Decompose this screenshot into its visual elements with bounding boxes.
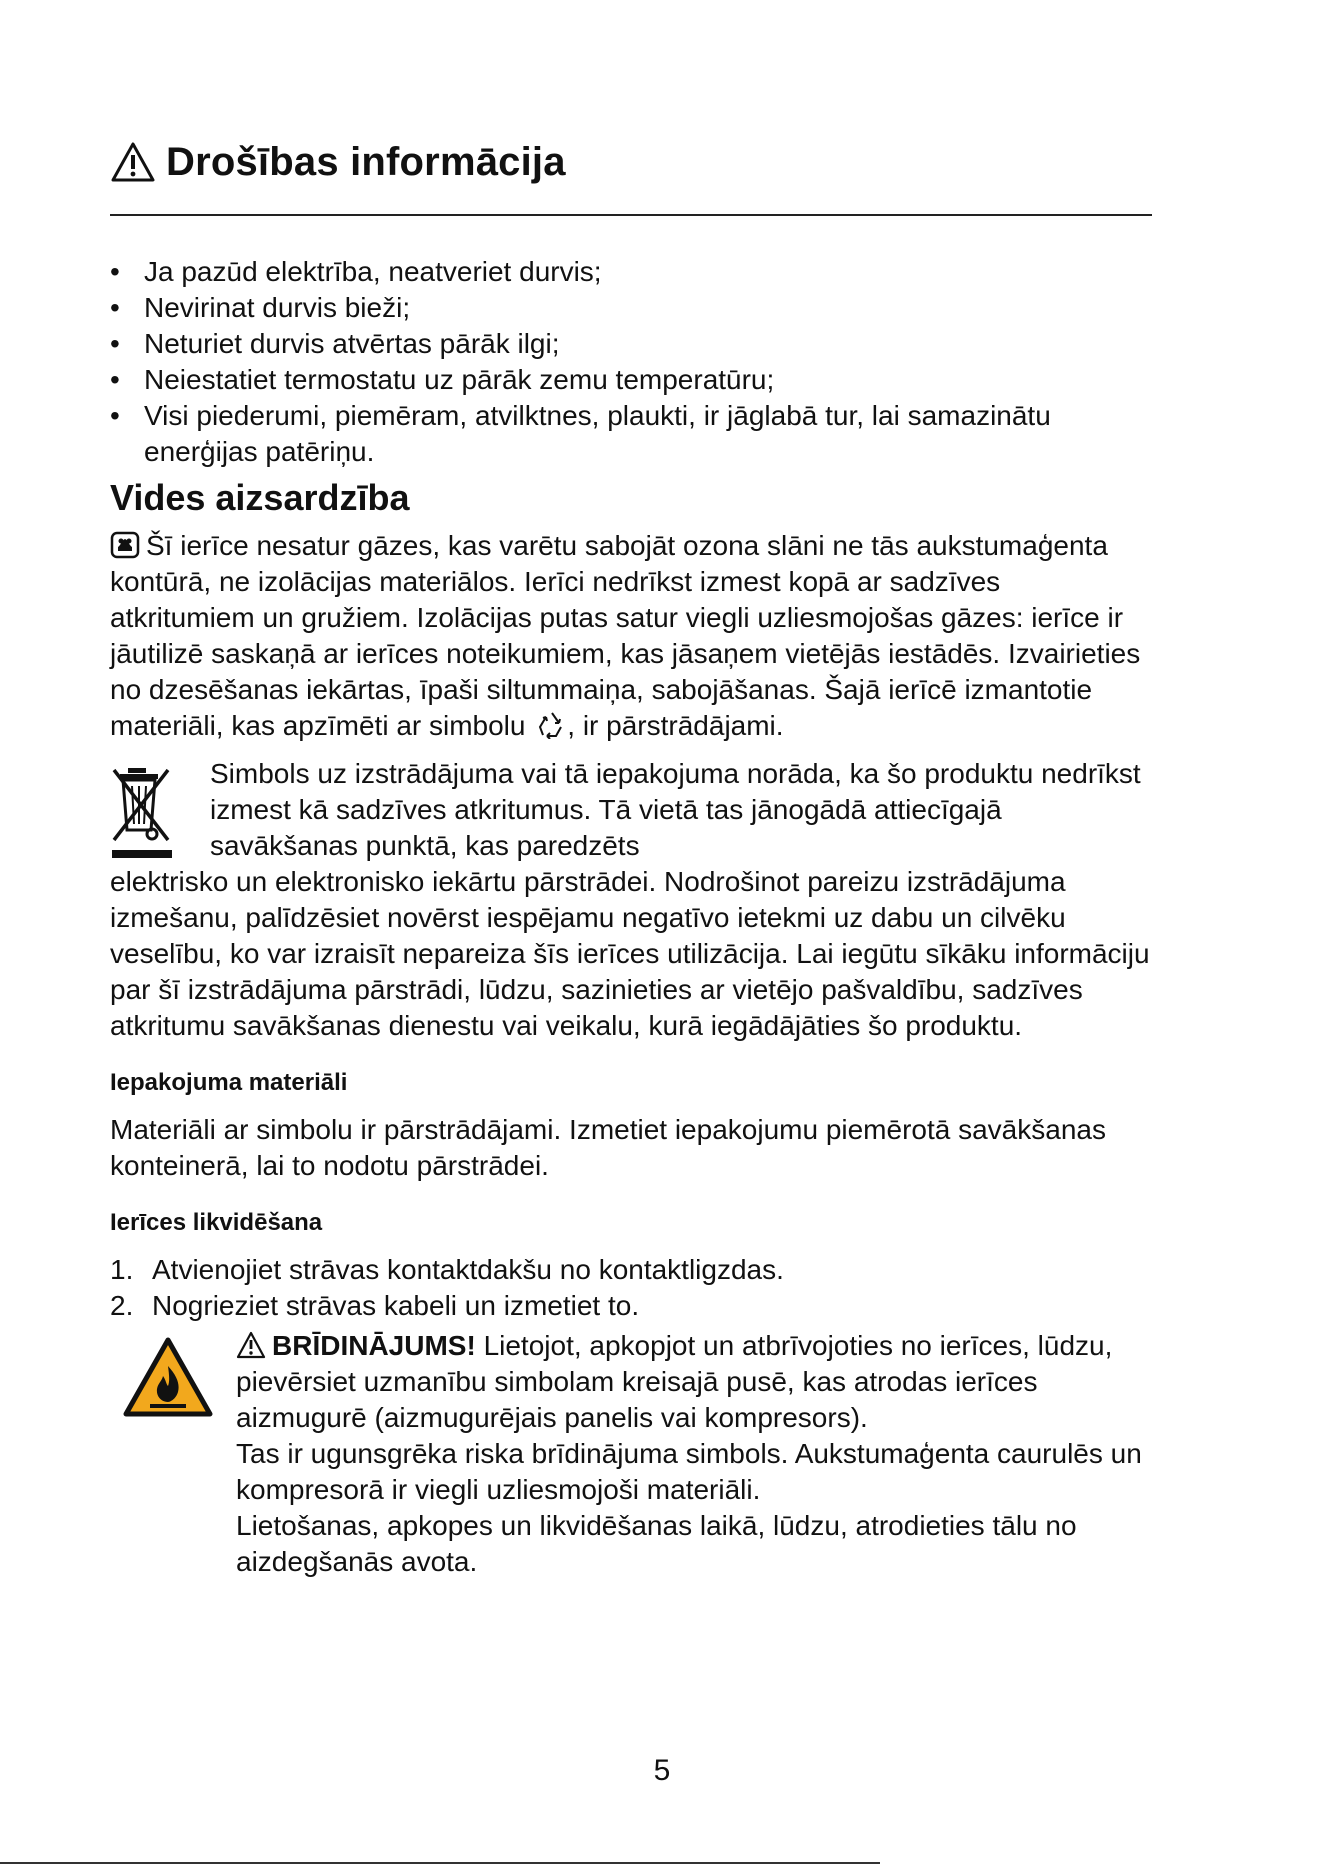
warning-block: [110, 1328, 1152, 1580]
warning-text: Lietojot, apkopjot un atbrīvojoties no ierīces, lūdzu, pievērsiet uzmanību simbolam kreisajā pusē, kas atrodas ierīces aizmugurē (aizmugurējais panelis vai kompresors).: [236, 1330, 1113, 1433]
page-number: 5: [653, 1754, 671, 1787]
disposal-steps: [110, 1252, 1152, 1324]
environment-heading: Vides aizsardzība: [110, 477, 410, 518]
warning-text-3: Lietošanas, apkopes un likvidēšanas laikā, lūdzu, atrodieties tālu no aizdegšanās avota.: [236, 1510, 1077, 1577]
list-item: • Neiestatiet termostatu uz pārāk zemu temperatūru;: [110, 362, 1152, 398]
list-item: • Neturiet durvis atvērtas pārāk ilgi;: [110, 326, 1152, 362]
disposal-heading: Ierīces likvidēšana: [110, 1209, 323, 1236]
warning-label: BRĪDINĀJUMS!: [272, 1330, 476, 1361]
weee-block: [110, 756, 1152, 1044]
document-page: [110, 120, 1152, 1580]
step-number: 1.: [110, 1254, 134, 1285]
footer-divider: [0, 1862, 880, 1864]
flammable-warning-icon: [122, 1336, 214, 1418]
ozone-safe-icon: [110, 531, 140, 559]
recycle-icon: [537, 709, 567, 739]
environment-paragraph: [110, 528, 1152, 744]
warning-text-block: [110, 1328, 1152, 1580]
warning-label-row: [236, 1330, 484, 1361]
weee-text: Simbols uz izstrādājuma vai tā iepakojuma norāda, ka šo produktu nedrīkst izmest kā sadzīves atkritumus. Tā vietā tas jānogādā attiecīgajā savākšanas punktā, kas paredzēts: [210, 758, 1141, 861]
weee-text-continued: elektrisko un elektronisko iekārtu pārstrādei. Nodrošinot pareizu izstrādājuma izmešanu, palīdzēsiet novērst iespējamu negatīvo ietekmi uz dabu un cilvēku veselību, ko var izraisīt nepareiza šīs ierīces utilizācija. Lai iegūtu sīkāku informāciju par šī izstrādājuma pārstrādi, lūdzu, sazinieties ar vietējo pašvaldību, sadzīves atkritumu savākšanas dienestu vai veikalu, kurā iegādājāties šo produktu.: [110, 866, 1150, 1041]
page-title: Drošības informācija: [166, 139, 566, 184]
environment-text-end: , ir pārstrādājami.: [567, 710, 784, 741]
step-number: 2.: [110, 1290, 134, 1321]
title-divider: [110, 214, 1152, 216]
warning-text-2: Tas ir ugunsgrēka riska brīdinājuma simbols. Aukstumaģenta caurulēs un kompresorā ir viegli uzliesmojoši materiāli.: [236, 1438, 1142, 1505]
energy-tips-list: [110, 254, 1152, 470]
packaging-heading: Iepakojuma materiāli: [110, 1069, 348, 1096]
list-item: [110, 1288, 1152, 1324]
environment-text: Šī ierīce nesatur gāzes, kas varētu sabojāt ozona slāni ne tās aukstumaģenta kontūrā, ne izolācijas materiālos. Ierīci nedrīkst izmest kopā ar sadzīves atkritumiem un gružiem. Izolācijas putas satur viegli uzliesmojošas gāzes: ierīce ir jāutilizē saskaņā ar ierīces noteikumiem, kas jāsaņem vietējās iestādēs. Izvairieties no dzesēšanas iekārtas, īpaši siltummaiņa, sabojāšanas. Šajā ierīcē izmantotie materiāli, kas apzīmēti ar simbolu: [110, 530, 1141, 741]
section-header: [110, 120, 1152, 204]
step-text: Atvienojiet strāvas kontaktdakšu no kontaktligzdas.: [152, 1254, 784, 1285]
step-text: Nogrieziet strāvas kabeli un izmetiet to.: [152, 1290, 640, 1321]
warning-triangle-icon: [236, 1331, 266, 1359]
crossed-bin-icon: [110, 764, 174, 860]
list-item: • Visi piederumi, piemēram, atvilktnes, plaukti, ir jāglabā tur, lai samazinātu enerģijas patēriņu.: [110, 398, 1152, 470]
packaging-text: Materiāli ar simbolu ir pārstrādājami. Izmetiet iepakojumu piemērotā savākšanas konteinerā, lai to nodotu pārstrādei.: [110, 1114, 1106, 1181]
warning-triangle-icon: [110, 141, 156, 183]
list-item: • Nevirinat durvis bieži;: [110, 290, 1152, 326]
list-item: • Ja pazūd elektrība, neatveriet durvis;: [110, 254, 1152, 290]
list-item: [110, 1252, 1152, 1288]
